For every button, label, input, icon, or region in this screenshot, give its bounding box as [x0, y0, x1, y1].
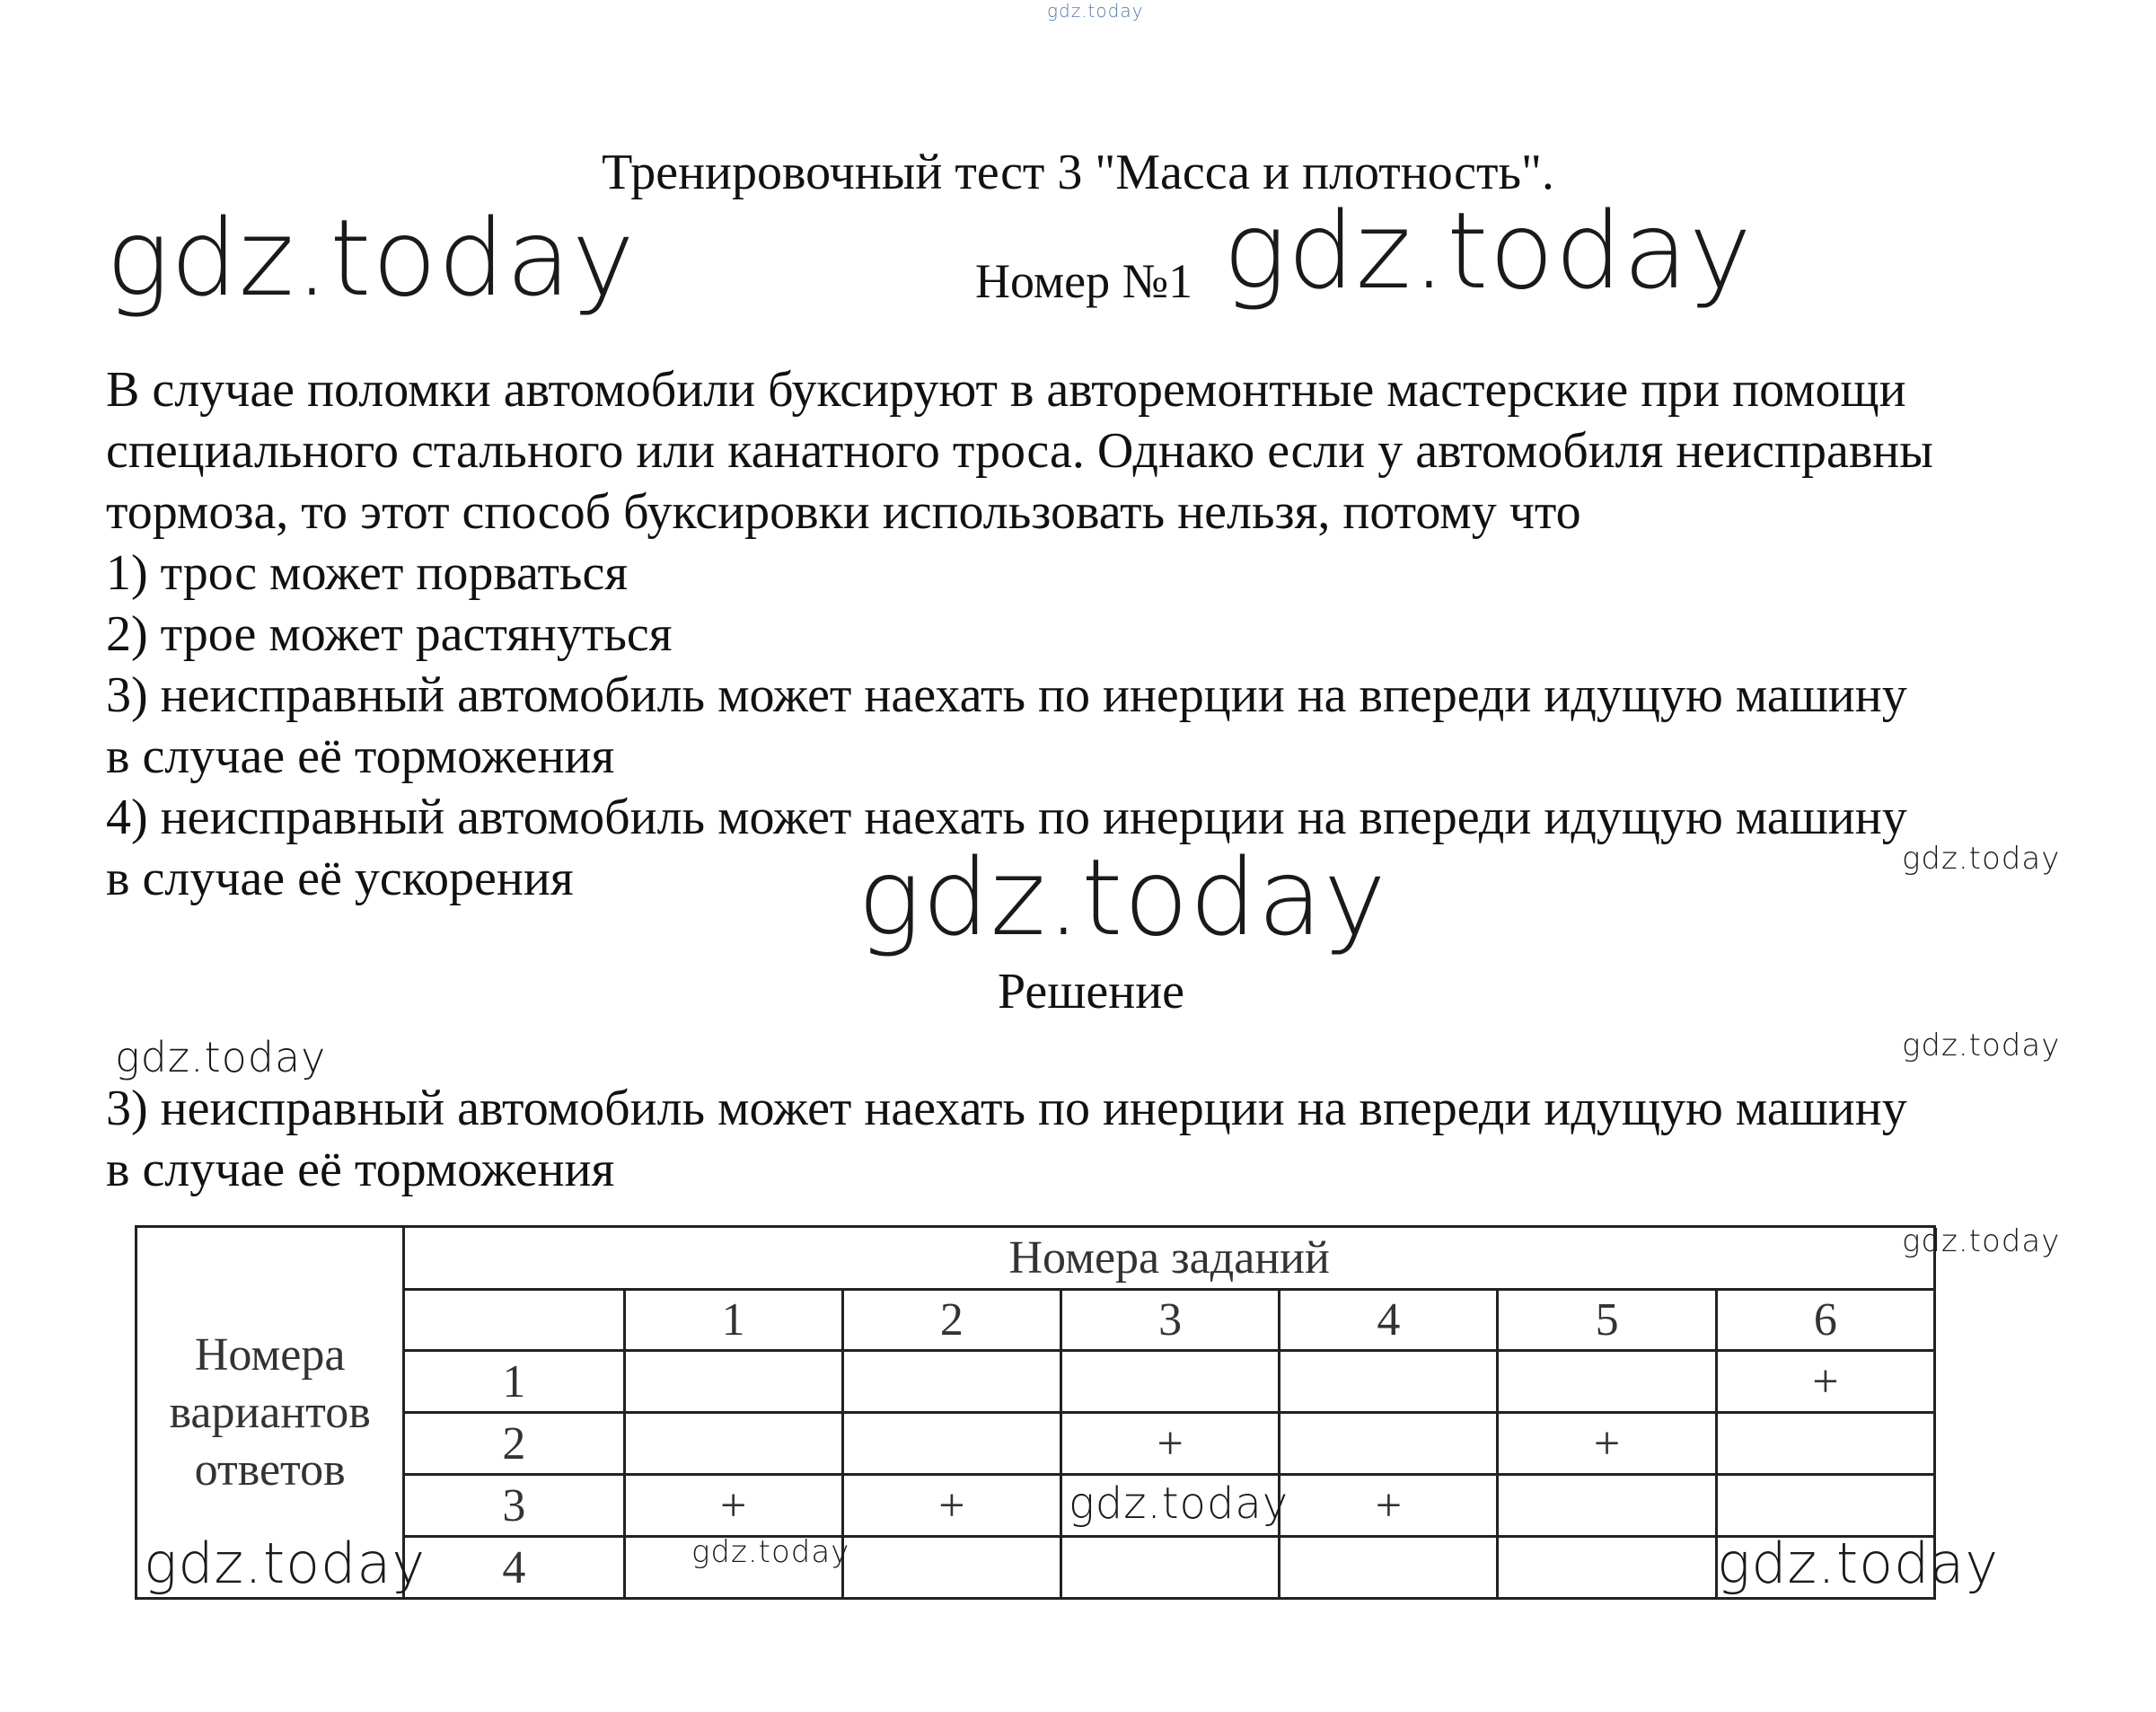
- watermark-table-left: gdz.today: [144, 1531, 427, 1596]
- table-cell: [1280, 1537, 1498, 1599]
- table-cell: [1498, 1475, 1716, 1537]
- table-cell: [624, 1351, 842, 1413]
- table-cell: [842, 1413, 1060, 1475]
- table-cell: [1061, 1351, 1280, 1413]
- watermark-large-left: gdz.today: [106, 196, 636, 320]
- table-cell: +: [1280, 1475, 1498, 1537]
- task-number-cell: 1: [624, 1290, 842, 1351]
- option-3: 3) неисправный автомобиль может наехать по инерции на впереди идущую машину: [106, 667, 1907, 723]
- option-1: 1) трос может порваться: [106, 545, 629, 601]
- table-row: [136, 1351, 1935, 1413]
- table-cell: +: [624, 1475, 842, 1537]
- table-cell: +: [1498, 1413, 1716, 1475]
- variant-number-cell: 1: [404, 1351, 624, 1413]
- variant-number-cell: 4: [404, 1537, 624, 1599]
- watermark-small-right-2: gdz.today: [1902, 1028, 2061, 1063]
- watermark-table-small: gdz.today: [691, 1534, 850, 1570]
- option-2: 2) трое может растянуться: [106, 606, 673, 662]
- task-number: Номер №1: [975, 254, 1193, 308]
- task-number-cell: 3: [1061, 1290, 1280, 1351]
- task-number-cell: 5: [1498, 1290, 1716, 1351]
- option-4: 4) неисправный автомобиль может наехать по инерции на впереди идущую машину: [106, 790, 1907, 845]
- solution-line: в случае её торможения: [106, 1142, 615, 1197]
- solution-line: 3) неисправный автомобиль может наехать по инерции на впереди идущую машину: [106, 1081, 1907, 1136]
- variants-header: Номера вариантов ответов: [136, 1227, 404, 1599]
- task-number-cell: 6: [1716, 1290, 1934, 1351]
- watermark-large-center: gdz.today: [858, 835, 1387, 959]
- variant-number-cell: 2: [404, 1413, 624, 1475]
- table-row: [136, 1475, 1935, 1537]
- solution-text: [106, 1078, 1907, 1200]
- question-line: специального стального или канатного троса. Однако если у автомобиля неисправны: [106, 423, 1933, 479]
- watermark-top-small: gdz.today: [1047, 0, 1144, 22]
- table-cell: [1716, 1475, 1934, 1537]
- table-cell: +: [1061, 1413, 1280, 1475]
- option-4-cont: в случае её ускорения: [106, 851, 574, 906]
- table-cell: [842, 1537, 1060, 1599]
- question-text: [106, 359, 2117, 909]
- table-cell: [1498, 1537, 1716, 1599]
- table-row: [136, 1413, 1935, 1475]
- task-number-cell: 2: [842, 1290, 1060, 1351]
- solution-heading: Решение: [997, 964, 1185, 1019]
- tasks-header: Номера заданий: [404, 1227, 1935, 1290]
- page-title: Тренировочный тест 3 "Масса и плотность".: [602, 145, 1554, 200]
- watermark-table-right: gdz.today: [1717, 1531, 2000, 1596]
- task-number-cell: 4: [1280, 1290, 1498, 1351]
- watermark-small-left: gdz.today: [115, 1033, 327, 1081]
- table-cell: +: [1716, 1351, 1934, 1413]
- question-line: В случае поломки автомобили буксируют в авторемонтные мастерские при помощи: [106, 362, 1906, 418]
- table-cell: [1280, 1413, 1498, 1475]
- table-cell: [1716, 1413, 1934, 1475]
- watermark-table-top-right: gdz.today: [1902, 1223, 2061, 1259]
- corner-cell: [404, 1290, 624, 1351]
- question-line: тормоза, то этот способ буксировки использовать нельзя, потому что: [106, 484, 1581, 540]
- watermark-table-center: gdz.today: [1069, 1478, 1289, 1529]
- option-3-cont: в случае её торможения: [106, 728, 615, 784]
- table-cell: [1061, 1537, 1280, 1599]
- table-cell: [1280, 1351, 1498, 1413]
- table-cell: [624, 1413, 842, 1475]
- watermark-small-right-1: gdz.today: [1902, 841, 2061, 877]
- watermark-large-right: gdz.today: [1223, 189, 1753, 313]
- table-cell: [842, 1351, 1060, 1413]
- table-cell: [1498, 1351, 1716, 1413]
- variant-number-cell: 3: [404, 1475, 624, 1537]
- table-cell: +: [842, 1475, 1060, 1537]
